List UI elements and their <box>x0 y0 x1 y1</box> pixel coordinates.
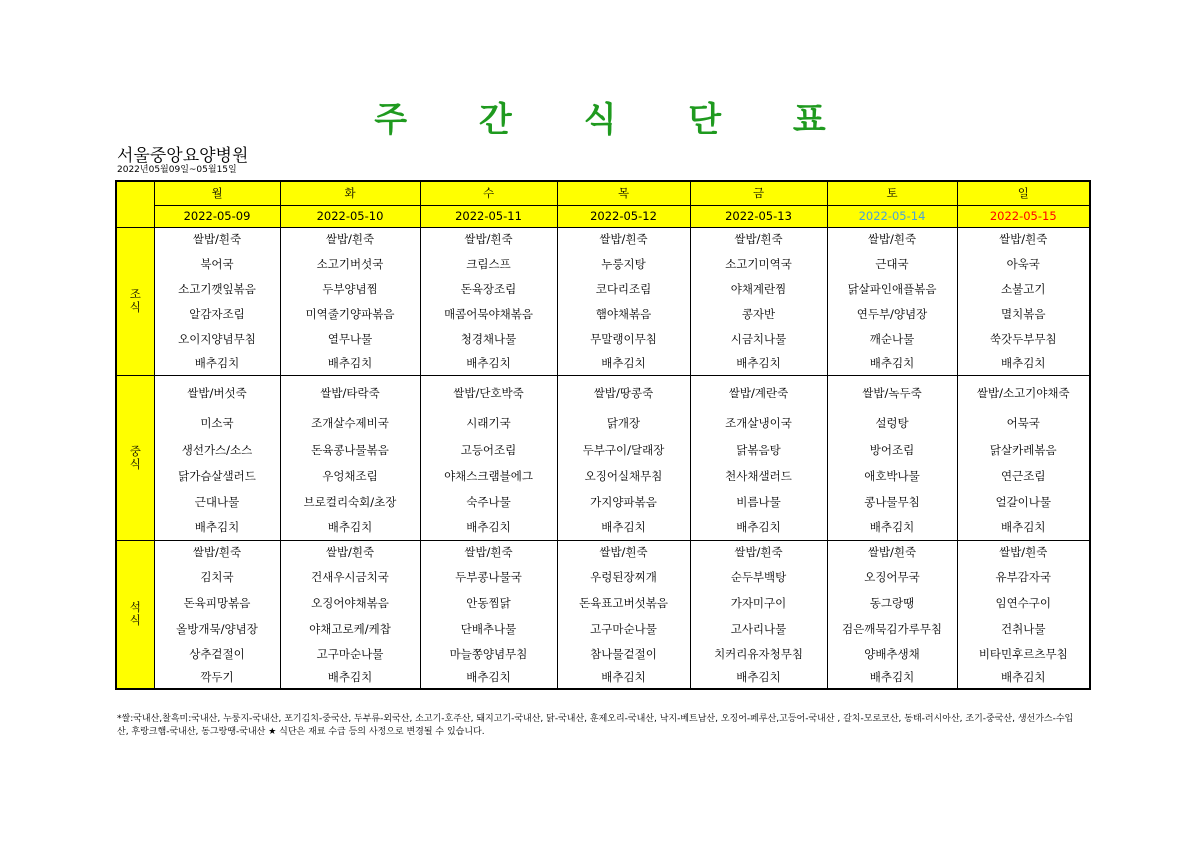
menu-item: 북어국 <box>154 251 280 276</box>
menu-item: 크림스프 <box>420 251 557 276</box>
menu-item: 두부콩나물국 <box>420 564 557 590</box>
menu-row <box>116 666 1090 689</box>
menu-item: 어묵국 <box>957 410 1090 436</box>
menu-item: 소불고기 <box>957 276 1090 301</box>
menu-item: 쌀밥/흰죽 <box>557 540 690 564</box>
menu-item: 멸치볶음 <box>957 301 1090 326</box>
menu-item: 치커리유자청무침 <box>690 641 827 666</box>
menu-item: 야채고로케/케찹 <box>280 616 420 641</box>
menu-item: 건새우시금치국 <box>280 564 420 590</box>
menu-item: 쑥갓두부무침 <box>957 326 1090 351</box>
menu-item: 유부감자국 <box>957 564 1090 590</box>
menu-row <box>116 590 1090 616</box>
menu-item: 소고기버섯국 <box>280 251 420 276</box>
menu-item: 오징어실채무침 <box>557 463 690 489</box>
date-cell: 2022-05-12 <box>557 205 690 227</box>
menu-item: 배추김치 <box>827 351 957 375</box>
menu-item: 배추김치 <box>557 515 690 540</box>
menu-item: 얼갈이나물 <box>957 489 1090 515</box>
day-name: 화 <box>280 181 420 205</box>
page-title: 주 간 식 단 표 <box>374 100 856 140</box>
menu-item: 설렁탕 <box>827 410 957 436</box>
menu-item: 배추김치 <box>420 515 557 540</box>
menu-item: 배추김치 <box>154 515 280 540</box>
date-header-row <box>116 205 1090 227</box>
menu-item: 상추겉절이 <box>154 641 280 666</box>
day-name: 금 <box>690 181 827 205</box>
menu-item: 고구마순나물 <box>557 616 690 641</box>
menu-item: 오징어야채볶음 <box>280 590 420 616</box>
menu-item: 배추김치 <box>557 666 690 689</box>
day-name: 토 <box>827 181 957 205</box>
menu-item: 쌀밥/단호박죽 <box>420 375 557 410</box>
menu-item: 배추김치 <box>827 666 957 689</box>
menu-item: 쌀밥/타락죽 <box>280 375 420 410</box>
menu-item: 두부양념찜 <box>280 276 420 301</box>
menu-item: 아욱국 <box>957 251 1090 276</box>
menu-item: 배추김치 <box>154 351 280 375</box>
menu-row <box>116 251 1090 276</box>
menu-item: 닭살파인애플볶음 <box>827 276 957 301</box>
menu-item: 임연수구이 <box>957 590 1090 616</box>
menu-item: 연두부/양념장 <box>827 301 957 326</box>
menu-row <box>116 489 1090 515</box>
menu-item: 콩나물무침 <box>827 489 957 515</box>
menu-item: 배추김치 <box>690 351 827 375</box>
menu-row <box>116 436 1090 463</box>
date-cell: 2022-05-11 <box>420 205 557 227</box>
day-name: 목 <box>557 181 690 205</box>
menu-item: 배추김치 <box>420 666 557 689</box>
date-cell: 2022-05-13 <box>690 205 827 227</box>
meal-label: 석 식 <box>116 540 154 689</box>
menu-row <box>116 301 1090 326</box>
menu-row <box>116 410 1090 436</box>
menu-item: 조개살수제비국 <box>280 410 420 436</box>
day-name: 수 <box>420 181 557 205</box>
menu-item: 쌀밥/흰죽 <box>690 227 827 251</box>
menu-item: 쌀밥/흰죽 <box>280 540 420 564</box>
menu-row <box>116 540 1090 564</box>
menu-item: 쌀밥/흰죽 <box>557 227 690 251</box>
menu-item: 쌀밥/흰죽 <box>280 227 420 251</box>
menu-item: 비타민후르츠무침 <box>957 641 1090 666</box>
menu-item: 돈육표고버섯볶음 <box>557 590 690 616</box>
menu-item: 쌀밥/땅콩죽 <box>557 375 690 410</box>
menu-item: 쌀밥/흰죽 <box>154 540 280 564</box>
menu-item: 고등어조림 <box>420 436 557 463</box>
menu-item: 배추김치 <box>957 666 1090 689</box>
menu-item: 우엉채조림 <box>280 463 420 489</box>
menu-item: 미역줄기양파볶음 <box>280 301 420 326</box>
menu-item: 배추김치 <box>690 515 827 540</box>
menu-item: 열무나물 <box>280 326 420 351</box>
menu-item: 시금치나물 <box>690 326 827 351</box>
menu-item: 배추김치 <box>827 515 957 540</box>
weekly-menu-table <box>115 180 1091 690</box>
menu-row <box>116 276 1090 301</box>
menu-item: 배추김치 <box>280 666 420 689</box>
hospital-name: 서울중앙요양병원 <box>117 146 249 166</box>
menu-item: 천사채샐러드 <box>690 463 827 489</box>
menu-item: 깍두기 <box>154 666 280 689</box>
menu-item: 가지양파볶음 <box>557 489 690 515</box>
menu-item: 알감자조림 <box>154 301 280 326</box>
menu-item: 고구마순나물 <box>280 641 420 666</box>
menu-item: 쌀밥/녹두죽 <box>827 375 957 410</box>
menu-row <box>116 227 1090 251</box>
menu-item: 돈육장조림 <box>420 276 557 301</box>
menu-item: 오징어무국 <box>827 564 957 590</box>
menu-item: 배추김치 <box>957 351 1090 375</box>
corner-cell <box>116 181 154 227</box>
menu-row <box>116 351 1090 375</box>
date-cell: 2022-05-10 <box>280 205 420 227</box>
menu-item: 쌀밥/흰죽 <box>690 540 827 564</box>
menu-row <box>116 616 1090 641</box>
menu-item: 매콤어묵야채볶음 <box>420 301 557 326</box>
menu-item: 오이지양념무침 <box>154 326 280 351</box>
day-name: 일 <box>957 181 1090 205</box>
menu-item: 쌀밥/흰죽 <box>957 540 1090 564</box>
menu-item: 소고기깻잎볶음 <box>154 276 280 301</box>
menu-item: 근대국 <box>827 251 957 276</box>
date-cell: 2022-05-09 <box>154 205 280 227</box>
menu-item: 참나물겉절이 <box>557 641 690 666</box>
menu-item: 청경채나물 <box>420 326 557 351</box>
menu-item: 누룽지탕 <box>557 251 690 276</box>
menu-row <box>116 326 1090 351</box>
day-header-row <box>116 181 1090 205</box>
menu-item: 양배추생채 <box>827 641 957 666</box>
menu-item: 닭살카레볶음 <box>957 436 1090 463</box>
menu-item: 코다리조림 <box>557 276 690 301</box>
menu-item: 쌀밥/흰죽 <box>420 227 557 251</box>
menu-item: 단배추나물 <box>420 616 557 641</box>
menu-item: 건취나물 <box>957 616 1090 641</box>
menu-item: 닭볶음탕 <box>690 436 827 463</box>
menu-item: 콩자반 <box>690 301 827 326</box>
day-name: 월 <box>154 181 280 205</box>
menu-row <box>116 564 1090 590</box>
menu-item: 배추김치 <box>280 351 420 375</box>
menu-item: 조개살냉이국 <box>690 410 827 436</box>
menu-item: 고사리나물 <box>690 616 827 641</box>
menu-item: 배추김치 <box>280 515 420 540</box>
menu-item: 쌀밥/흰죽 <box>154 227 280 251</box>
menu-item: 돈육콩나물볶음 <box>280 436 420 463</box>
menu-item: 쌀밥/계란죽 <box>690 375 827 410</box>
menu-row <box>116 515 1090 540</box>
menu-row <box>116 463 1090 489</box>
menu-item: 비름나물 <box>690 489 827 515</box>
menu-item: 방어조림 <box>827 436 957 463</box>
origin-footnote: *쌀:국내산,찰흑미:국내산, 누룽지-국내산, 포기김치-중국산, 두부류-외국산, 소고기-호주산, 돼지고기-국내산, 닭-국내산, 훈제오리-국내산, 낙지-베트남산, 오징어-페루산,고등어-국내산 , 갈치-모로코산, 동태-러시아산, 조기-중국산, 생선가스-수입산, 후랑크햄-국내산, 동그랑땡-국내산 ★ 식단은 재료 수급 등의 사정으로 변경될 수 있습니다. <box>117 714 1074 737</box>
menu-item: 닭개장 <box>557 410 690 436</box>
menu-item: 가자미구이 <box>690 590 827 616</box>
menu-item: 올방개묵/양념장 <box>154 616 280 641</box>
menu-item: 야채계란찜 <box>690 276 827 301</box>
menu-period: 2022년05월09일~05월15일 <box>117 165 237 175</box>
menu-item: 두부구이/달래장 <box>557 436 690 463</box>
menu-item: 근대나물 <box>154 489 280 515</box>
menu-item: 쌀밥/흰죽 <box>957 227 1090 251</box>
menu-item: 배추김치 <box>557 351 690 375</box>
menu-item: 소고기미역국 <box>690 251 827 276</box>
menu-row <box>116 641 1090 666</box>
menu-item: 숙주나물 <box>420 489 557 515</box>
menu-item: 브로컬리숙회/초장 <box>280 489 420 515</box>
menu-item: 깨순나물 <box>827 326 957 351</box>
menu-item: 김치국 <box>154 564 280 590</box>
menu-item: 우렁된장찌개 <box>557 564 690 590</box>
menu-item: 햄야채볶음 <box>557 301 690 326</box>
menu-item: 닭가슴살샐러드 <box>154 463 280 489</box>
menu-item: 미소국 <box>154 410 280 436</box>
menu-item: 시래기국 <box>420 410 557 436</box>
menu-item: 돈육피망볶음 <box>154 590 280 616</box>
menu-item: 생선가스/소스 <box>154 436 280 463</box>
menu-item: 쌀밥/버섯죽 <box>154 375 280 410</box>
menu-item: 쌀밥/흰죽 <box>827 227 957 251</box>
date-cell: 2022-05-14 <box>827 205 957 227</box>
menu-item: 동그랑땡 <box>827 590 957 616</box>
menu-row <box>116 375 1090 410</box>
menu-item: 안동찜닭 <box>420 590 557 616</box>
menu-item: 배추김치 <box>420 351 557 375</box>
menu-item: 배추김치 <box>690 666 827 689</box>
menu-item: 연근조림 <box>957 463 1090 489</box>
menu-item: 배추김치 <box>957 515 1090 540</box>
menu-item: 야채스크램블에그 <box>420 463 557 489</box>
meal-label: 조 식 <box>116 227 154 375</box>
menu-item: 검은깨묵김가루무침 <box>827 616 957 641</box>
meal-label: 중 식 <box>116 375 154 540</box>
date-cell: 2022-05-15 <box>957 205 1090 227</box>
menu-item: 순두부백탕 <box>690 564 827 590</box>
menu-item: 쌀밥/소고기야채죽 <box>957 375 1090 410</box>
menu-item: 무말랭이무침 <box>557 326 690 351</box>
menu-item: 애호박나물 <box>827 463 957 489</box>
menu-item: 쌀밥/흰죽 <box>420 540 557 564</box>
menu-item: 쌀밥/흰죽 <box>827 540 957 564</box>
menu-item: 마늘쫑양념무침 <box>420 641 557 666</box>
